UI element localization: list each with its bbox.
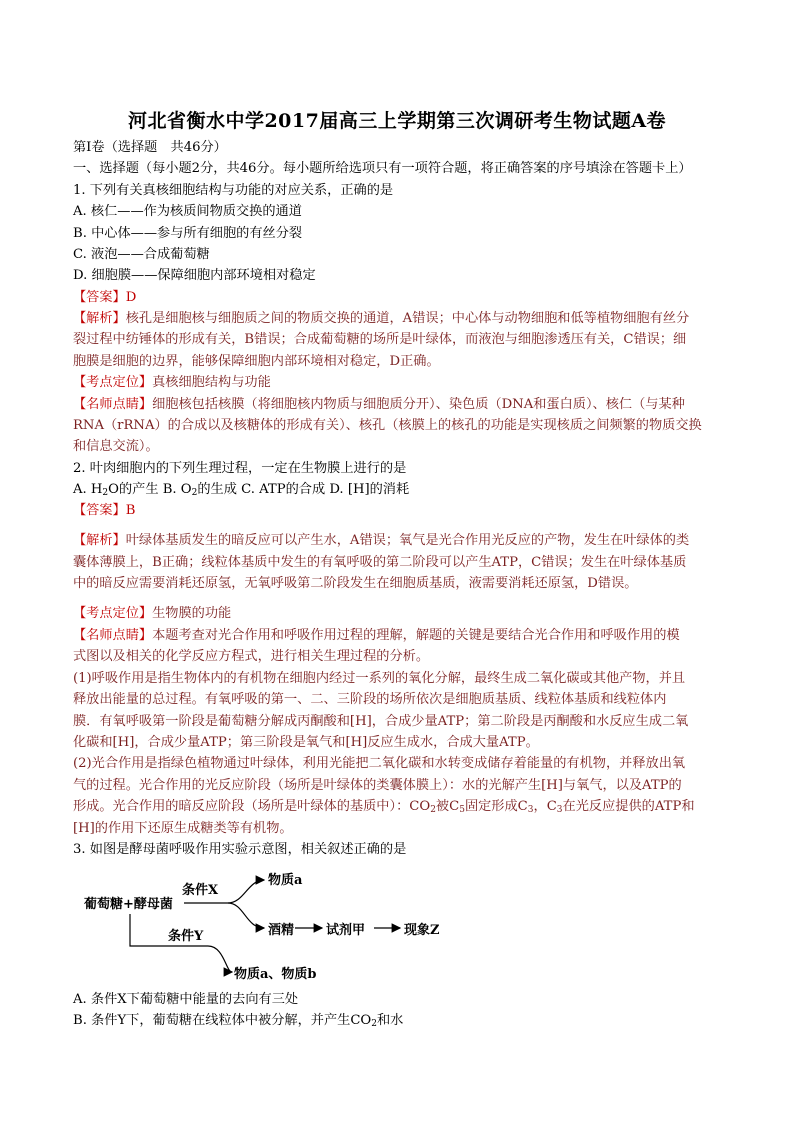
part-instruction: 一、选择题（每小题2分，共46分。每小题所给选项只有一项符合题，将正确答案的序号填涂在答题卡上）: [73, 161, 692, 176]
q2-para2-line-1: (2)光合作用是指绿色植物通过叶绿体，利用光能把二氧化碳和水转变成储存着能量的有机物，并释放出氧: [73, 756, 686, 771]
q2-option-text: O的产生 B. O: [108, 482, 192, 497]
q2-option-text: 的生成 C. ATP的合成 D. [H]的消耗: [197, 482, 410, 497]
diagram-condition-x: 条件X: [182, 883, 219, 898]
q1-option-a: A. 核仁——作为核质间物质交换的通道: [73, 204, 302, 219]
subscript: 2: [191, 488, 198, 498]
q3-option-b: [73, 1010, 403, 1031]
diagram-substance-ab: 物质a、物质b: [234, 967, 317, 982]
q2-para2-line-4: [H]的作用下还原生成糖类等有机物。: [73, 821, 293, 836]
diagram-ethanol: 酒精: [268, 923, 295, 938]
point-tag: 【考点定位】: [73, 606, 153, 621]
q1-note-line-3: 和信息交流）。: [73, 439, 159, 454]
q1-note-line-1: [73, 394, 685, 415]
diagram-condition-y: 条件Y: [168, 929, 204, 944]
analysis-tag: 【解析】: [73, 533, 126, 548]
q2-para2-line-3: [73, 796, 695, 817]
arrow-to-ethanol: [228, 903, 264, 928]
q3-option-text: B. 条件Y下，葡萄糖在线粒体中被分解，并产生CO: [73, 1013, 372, 1028]
answer-tag: 【答案】: [73, 290, 126, 305]
q2-answer: [73, 500, 135, 521]
q2-note-line-2: 式图以及相关的化学反应方程式，进行相关生理过程的分析。: [73, 649, 430, 664]
q1-option-c: C. 液泡——合成葡萄糖: [73, 247, 210, 262]
q2-option-text: A. H: [73, 482, 103, 497]
answer-value: B: [125, 503, 136, 518]
q1-point: [73, 372, 271, 393]
q2-para2-line-2: 气的过程。光合作用的光反应阶段（场所是叶绿体的类囊体膜上）：水的光解产生[H]与氧气，以及ATP的: [73, 778, 682, 793]
q2-analysis-line-2: 囊体薄膜上，B正确；线粒体基质中发生的有氧呼吸的第二阶段可以产生ATP，C错误；发生在叶绿体基质: [73, 555, 687, 570]
para-text: 固定形成C: [464, 799, 528, 814]
q2-para1-line-2: 释放出能量的总过程。有氧呼吸的第一、二、三阶段的场所依次是细胞质基质、线粒体基质和线粒体内: [73, 692, 667, 707]
subscript: 2: [102, 488, 109, 498]
diagram-start-label: 葡萄糖+酵母菌: [84, 897, 173, 912]
q1-analysis-line-3: 胞膜是细胞的边界，能够保障细胞内部环境相对稳定，D正确。: [73, 354, 440, 369]
subscript: 2: [430, 805, 436, 815]
q3-stem: 3. 如图是酵母菌呼吸作用实验示意图，相关叙述正确的是: [73, 842, 407, 857]
point-tag: 【考点定位】: [73, 375, 153, 390]
q2-point: [73, 603, 231, 624]
yeast-respiration-diagram: [78, 862, 458, 984]
q1-option-d: D. 细胞膜——保障细胞内部环境相对稳定: [73, 268, 316, 283]
q1-stem: 1. 下列有关真核细胞结构与功能的对应关系，正确的是: [73, 183, 394, 198]
q2-options: [73, 479, 409, 500]
q2-analysis-line-1: [73, 530, 689, 551]
para-text: 形成。光合作用的暗反应阶段（场所是叶绿体的基质中）：CO: [73, 799, 431, 814]
q2-stem: 2. 叶肉细胞内的下列生理过程，一定在生物膜上进行的是: [73, 461, 407, 476]
subscript: 2: [371, 1019, 377, 1029]
para-text: ，C: [533, 799, 557, 814]
note-tag: 【名师点睛】: [73, 628, 153, 643]
q3-option-text: 和水: [376, 1013, 404, 1028]
para-text: 被C: [435, 799, 460, 814]
analysis-tag: 【解析】: [73, 311, 126, 326]
q2-para1-line-1: (1)呼吸作用是指生物体内的有机物在细胞内经过一系列的氧化分解，最终生成二氧化碳或其他产物，并且: [73, 671, 686, 686]
diagram-substance-a: 物质a: [268, 873, 303, 888]
q2-para1-line-4: 化碳和[H]，合成少量ATP；第三阶段是氧气和[H]反应生成水，合成大量ATP。: [73, 735, 539, 750]
section-heading: 第I卷（选择题 共46分）: [73, 140, 227, 155]
analysis-text: 叶绿体基质发生的暗反应可以产生水，A错误；氧气是光合作用光反应的产物，发生在叶绿体的类: [125, 533, 690, 548]
q2-note-line-1: [73, 625, 680, 646]
q1-answer: [73, 287, 136, 308]
point-text: 真核细胞结构与功能: [152, 375, 271, 390]
q3-option-a: A. 条件X下葡萄糖中能量的去向有三处: [73, 992, 299, 1007]
subscript: 3: [527, 805, 534, 815]
page-title: 河北省衡水中学2017届高三上学期第三次调研考生物试题A卷: [127, 110, 667, 132]
q1-option-b: B. 中心体——参与所有细胞的有丝分裂: [73, 226, 303, 241]
diagram-phenomenon: 现象Z: [404, 923, 440, 938]
point-text: 生物膜的功能: [152, 606, 232, 621]
subscript: 5: [459, 805, 465, 815]
note-text: 细胞核包括核膜（将细胞核内物质与细胞质分开）、染色质（DNA和蛋白质）、核仁（与某种: [152, 397, 685, 412]
diagram-reagent: 试剂甲: [326, 923, 366, 938]
subscript: 3: [556, 805, 563, 815]
q1-analysis-line-1: [73, 308, 689, 329]
q2-analysis-line-3: 中的暗反应需要消耗还原氢，无氧呼吸第二阶段发生在细胞质基质，液需要消耗还原氢，D错误。: [73, 576, 638, 591]
q1-note-line-2: RNA（rRNA）的合成以及核糖体的形成有关）、核孔（核膜上的核孔的功能是实现核质之间频繁的物质交换: [73, 418, 702, 433]
q1-analysis-line-2: 裂过程中纺锤体的形成有关，B错误；合成葡萄糖的场所是叶绿体，而液泡与细胞渗透压有关，C错误；细: [73, 332, 687, 347]
note-tag: 【名师点睛】: [73, 397, 153, 412]
analysis-text: 核孔是细胞核与细胞质之间的物质交换的通道，A错误；中心体与动物细胞和低等植物细胞有丝分: [125, 311, 690, 326]
answer-tag: 【答案】: [73, 503, 126, 518]
para-text: 在光反应提供的ATP和: [562, 799, 695, 814]
answer-value: D: [125, 290, 137, 305]
note-text: 本题考查对光合作用和呼吸作用过程的理解，解题的关键是要结合光合作用和呼吸作用的模: [152, 628, 680, 643]
q2-para1-line-3: 膜．有氧呼吸第一阶段是葡萄糖分解成丙酮酸和[H]，合成少量ATP；第二阶段是丙酮酸和水反应生成二氧: [73, 714, 689, 729]
